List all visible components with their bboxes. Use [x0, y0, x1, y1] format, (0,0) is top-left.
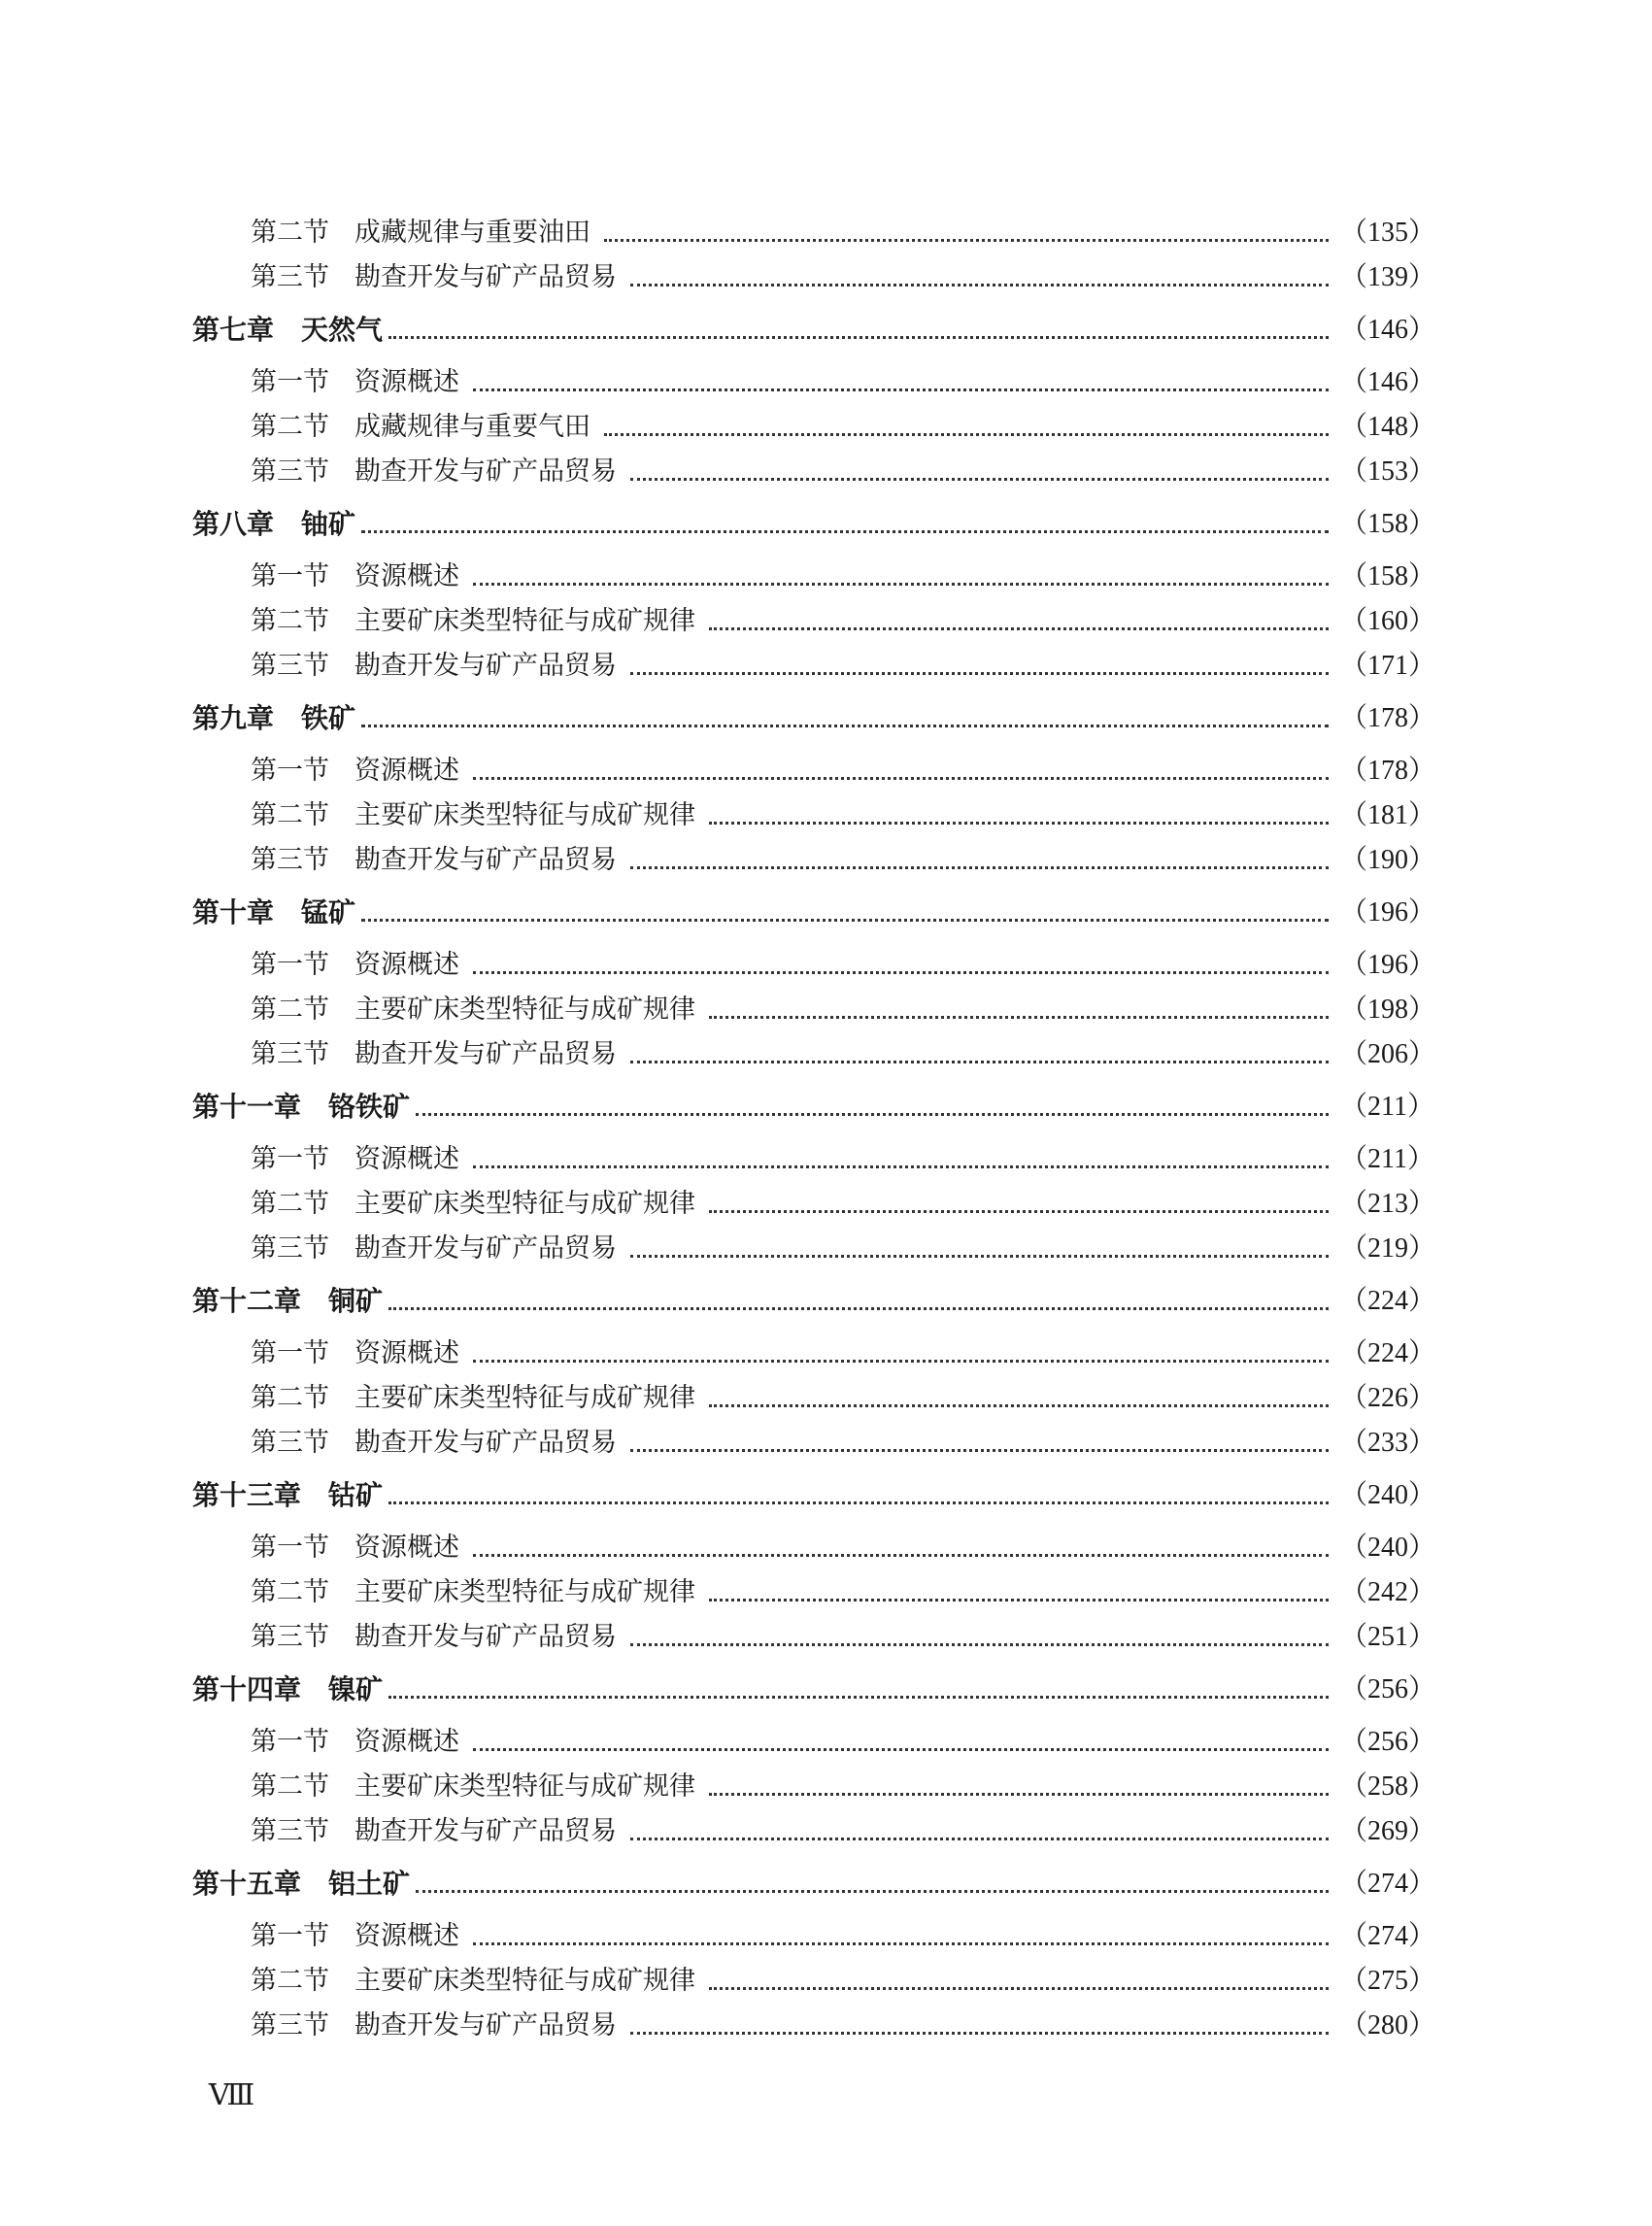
toc-chapter-entry[interactable] [192, 1476, 1436, 1515]
dot-leader [630, 1255, 1329, 1258]
dot-leader [630, 478, 1329, 481]
dot-leader [473, 388, 1329, 391]
section-number: 第三节 [251, 1816, 329, 1846]
chapter-title: 镍矿 [328, 1673, 384, 1705]
page-reference: （224） [1340, 1286, 1436, 1316]
section-title: 资源概述 [354, 1533, 459, 1563]
toc-section-entry[interactable] [251, 258, 1436, 297]
dot-leader [630, 1838, 1329, 1840]
page-reference: （233） [1340, 1428, 1436, 1458]
toc-section-entry[interactable] [251, 214, 1436, 253]
toc-section-entry[interactable] [251, 1917, 1436, 1956]
section-title: 主要矿床类型特征与成矿规律 [354, 1771, 695, 1802]
dot-leader [709, 1210, 1329, 1213]
section-title: 资源概述 [354, 1338, 459, 1368]
page-reference: （274） [1340, 1869, 1436, 1899]
section-number: 第三节 [251, 1622, 329, 1652]
toc-chapter-entry[interactable] [192, 894, 1436, 932]
section-number: 第三节 [251, 845, 329, 875]
dot-leader [473, 583, 1329, 586]
toc-section-entry[interactable] [251, 1185, 1436, 1224]
toc-section-entry[interactable] [251, 946, 1436, 985]
chapter-title: 铁矿 [301, 702, 356, 734]
toc-chapter-entry[interactable] [192, 505, 1436, 544]
page-reference: （274） [1340, 1921, 1436, 1951]
page-reference: （224） [1340, 1338, 1436, 1368]
section-title: 资源概述 [354, 756, 459, 786]
chapter-number: 第十五章 [192, 1868, 302, 1900]
section-title: 勘查开发与矿产品贸易 [354, 262, 617, 292]
toc-section-entry[interactable] [251, 1035, 1436, 1074]
page-reference: （158） [1340, 561, 1436, 591]
chapter-title: 锰矿 [301, 896, 356, 928]
section-title: 主要矿床类型特征与成矿规律 [354, 800, 695, 830]
toc-section-entry[interactable] [251, 841, 1436, 880]
dot-leader [473, 1165, 1329, 1168]
section-number: 第一节 [251, 756, 329, 786]
page-reference: （196） [1340, 950, 1436, 980]
section-number: 第三节 [251, 456, 329, 487]
section-title: 资源概述 [354, 561, 459, 591]
page-reference: （148） [1340, 412, 1436, 442]
toc-section-entry[interactable] [251, 1230, 1436, 1268]
section-title: 资源概述 [354, 1921, 459, 1951]
section-number: 第一节 [251, 1921, 329, 1951]
page-reference: （251） [1340, 1622, 1436, 1652]
dot-leader [388, 1696, 1329, 1699]
section-number: 第一节 [251, 1144, 329, 1174]
toc-section-entry[interactable] [251, 1573, 1436, 1612]
section-number: 第三节 [251, 651, 329, 681]
dot-leader [709, 1599, 1329, 1602]
chapter-title: 铀矿 [301, 508, 356, 540]
section-title: 主要矿床类型特征与成矿规律 [354, 1577, 695, 1607]
section-number: 第一节 [251, 367, 329, 397]
section-number: 第三节 [251, 1039, 329, 1069]
dot-leader [630, 672, 1329, 675]
page-reference: （153） [1340, 456, 1436, 487]
page-reference: （242） [1340, 1577, 1436, 1607]
section-number: 第二节 [251, 995, 329, 1025]
section-number: 第三节 [251, 1428, 329, 1458]
page-number: Ⅷ [209, 2079, 253, 2111]
dot-leader [604, 239, 1329, 242]
dot-leader [473, 971, 1329, 974]
toc-section-entry[interactable] [251, 453, 1436, 491]
toc-section-entry[interactable] [251, 1812, 1436, 1851]
dot-leader [709, 1793, 1329, 1796]
toc-section-entry[interactable] [251, 1140, 1434, 1179]
toc-section-entry[interactable] [251, 557, 1436, 596]
toc-section-entry[interactable] [251, 1962, 1436, 2001]
section-title: 勘查开发与矿产品贸易 [354, 651, 617, 681]
toc-section-entry[interactable] [251, 752, 1436, 791]
page-reference: （258） [1340, 1771, 1436, 1802]
page-reference: （160） [1340, 606, 1436, 636]
chapter-number: 第七章 [192, 314, 275, 346]
section-title: 勘查开发与矿产品贸易 [354, 845, 617, 875]
section-title: 主要矿床类型特征与成矿规律 [354, 606, 695, 636]
dot-leader [473, 1554, 1329, 1557]
page-reference: （280） [1340, 2010, 1436, 2040]
dot-leader [630, 2032, 1329, 2035]
dot-leader [709, 1404, 1329, 1407]
page-reference: （240） [1340, 1533, 1436, 1563]
section-title: 成藏规律与重要油田 [354, 218, 590, 248]
section-title: 资源概述 [354, 950, 459, 980]
section-title: 主要矿床类型特征与成矿规律 [354, 995, 695, 1025]
dot-leader [361, 530, 1329, 533]
dot-leader [388, 1307, 1329, 1310]
chapter-title: 天然气 [301, 314, 384, 346]
chapter-title: 钴矿 [328, 1479, 384, 1511]
toc-chapter-entry[interactable] [192, 699, 1436, 738]
section-title: 勘查开发与矿产品贸易 [354, 1233, 617, 1264]
page-reference: （158） [1340, 509, 1436, 539]
toc-chapter-entry[interactable] [192, 1088, 1434, 1127]
section-title: 勘查开发与矿产品贸易 [354, 1622, 617, 1652]
toc-section-entry[interactable] [251, 796, 1436, 835]
dot-leader [361, 725, 1329, 727]
dot-leader [630, 866, 1329, 869]
page-reference: （146） [1340, 367, 1436, 397]
dot-leader [709, 1016, 1329, 1019]
section-title: 主要矿床类型特征与成矿规律 [354, 1966, 695, 1996]
section-number: 第二节 [251, 800, 329, 830]
dot-leader [473, 1360, 1329, 1363]
chapter-number: 第十四章 [192, 1673, 302, 1705]
section-title: 主要矿床类型特征与成矿规律 [354, 1189, 695, 1219]
toc-chapter-entry[interactable] [192, 1670, 1436, 1709]
page-reference: （256） [1340, 1727, 1436, 1757]
page-reference: （146） [1340, 315, 1436, 345]
section-number: 第一节 [251, 950, 329, 980]
toc-section-entry[interactable] [251, 1424, 1436, 1463]
chapter-number: 第十三章 [192, 1479, 302, 1511]
chapter-number: 第九章 [192, 702, 275, 734]
chapter-title: 铝土矿 [328, 1868, 411, 1900]
section-number: 第三节 [251, 1233, 329, 1264]
toc-section-entry[interactable] [251, 1618, 1436, 1657]
page-reference: （240） [1340, 1480, 1436, 1510]
section-number: 第一节 [251, 1727, 329, 1757]
section-title: 主要矿床类型特征与成矿规律 [354, 1383, 695, 1413]
page-reference: （181） [1340, 800, 1436, 830]
dot-leader [709, 822, 1329, 825]
page-reference: （135） [1340, 218, 1436, 248]
section-title: 勘查开发与矿产品贸易 [354, 1428, 617, 1458]
section-number: 第三节 [251, 262, 329, 292]
dot-leader [473, 1748, 1329, 1751]
section-title: 勘查开发与矿产品贸易 [354, 1039, 617, 1069]
dot-leader [416, 1890, 1329, 1893]
chapter-number: 第十章 [192, 896, 275, 928]
toc-section-entry[interactable] [251, 602, 1436, 641]
chapter-number: 第十一章 [192, 1091, 302, 1123]
page-reference: （190） [1340, 845, 1436, 875]
page-reference: （213） [1340, 1189, 1436, 1219]
toc-chapter-entry[interactable] [192, 1282, 1436, 1321]
toc-section-entry[interactable] [251, 1768, 1436, 1806]
section-number: 第二节 [251, 218, 329, 248]
section-number: 第二节 [251, 1966, 329, 1996]
toc-section-entry[interactable] [251, 1529, 1436, 1568]
section-number: 第二节 [251, 412, 329, 442]
dot-leader [630, 1061, 1329, 1063]
page-reference: （206） [1340, 1039, 1436, 1069]
toc-section-entry[interactable] [251, 2007, 1436, 2045]
toc-section-entry[interactable] [251, 1334, 1436, 1373]
dot-leader [630, 284, 1329, 287]
chapter-number: 第十二章 [192, 1285, 302, 1317]
section-number: 第一节 [251, 1338, 329, 1368]
page-reference: （275） [1340, 1966, 1436, 1996]
page-reference: （219） [1340, 1233, 1436, 1264]
page-reference: （178） [1340, 756, 1436, 786]
dot-leader [709, 1987, 1329, 1990]
chapter-title: 铬铁矿 [328, 1091, 411, 1123]
dot-leader [630, 1643, 1329, 1646]
section-title: 资源概述 [354, 367, 459, 397]
section-number: 第二节 [251, 1771, 329, 1802]
section-number: 第二节 [251, 606, 329, 636]
page-reference: （198） [1340, 995, 1436, 1025]
dot-leader [709, 627, 1329, 630]
toc-section-entry[interactable] [251, 408, 1436, 447]
toc-section-entry[interactable] [251, 991, 1436, 1029]
toc-chapter-entry[interactable] [192, 311, 1436, 350]
chapter-number: 第八章 [192, 508, 275, 540]
toc-section-entry[interactable] [251, 647, 1436, 686]
toc-section-entry[interactable] [251, 363, 1436, 402]
dot-leader [473, 777, 1329, 780]
section-number: 第二节 [251, 1383, 329, 1413]
page-reference: （139） [1340, 262, 1436, 292]
section-title: 勘查开发与矿产品贸易 [354, 456, 617, 487]
chapter-title: 铜矿 [328, 1285, 384, 1317]
section-number: 第一节 [251, 561, 329, 591]
page-reference: （178） [1340, 703, 1436, 733]
section-number: 第三节 [251, 2010, 329, 2040]
section-number: 第二节 [251, 1189, 329, 1219]
toc-chapter-entry[interactable] [192, 1865, 1436, 1904]
page-reference: （171） [1340, 651, 1436, 681]
section-number: 第一节 [251, 1533, 329, 1563]
toc-section-entry[interactable] [251, 1379, 1436, 1418]
section-title: 勘查开发与矿产品贸易 [354, 1816, 617, 1846]
page-reference: （256） [1340, 1674, 1436, 1704]
dot-leader [604, 433, 1329, 436]
dot-leader [388, 1501, 1329, 1504]
dot-leader [473, 1942, 1329, 1945]
section-title: 成藏规律与重要气田 [354, 412, 590, 442]
toc-section-entry[interactable] [251, 1723, 1436, 1762]
section-number: 第二节 [251, 1577, 329, 1607]
page-reference: （226） [1340, 1383, 1436, 1413]
section-title: 资源概述 [354, 1144, 459, 1174]
page-reference: （211） [1340, 1092, 1434, 1122]
dot-leader [630, 1449, 1329, 1452]
dot-leader [388, 336, 1329, 339]
section-title: 资源概述 [354, 1727, 459, 1757]
page-reference: （269） [1340, 1816, 1436, 1846]
page-reference: （196） [1340, 897, 1436, 928]
dot-leader [416, 1113, 1329, 1116]
dot-leader [361, 919, 1329, 922]
page-reference: （211） [1340, 1144, 1434, 1174]
section-title: 勘查开发与矿产品贸易 [354, 2010, 617, 2040]
